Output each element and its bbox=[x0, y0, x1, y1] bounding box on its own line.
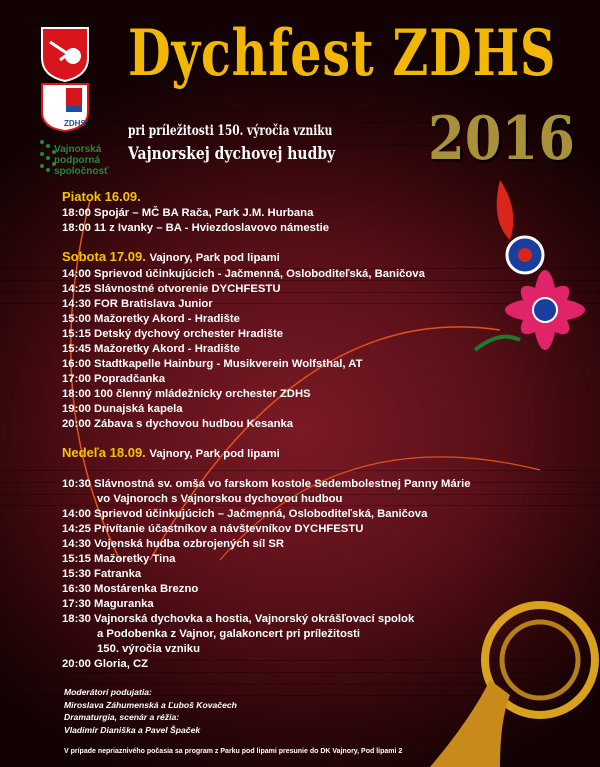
event-time: 16:30 bbox=[62, 583, 91, 595]
sponsor-text: spoločnosť bbox=[54, 166, 109, 177]
event-time: 18:00 bbox=[62, 207, 91, 219]
event-row bbox=[62, 282, 471, 297]
folk-flower-icon bbox=[470, 180, 590, 360]
event-time: 14:25 bbox=[62, 523, 91, 535]
event-text: Detský dychový orchester Hradište bbox=[94, 328, 284, 340]
event-row bbox=[62, 582, 471, 597]
event-text: Dunajská kapela bbox=[94, 403, 183, 415]
event-text: Fatranka bbox=[94, 568, 142, 580]
event-time: 15:15 bbox=[62, 553, 91, 565]
event-row bbox=[62, 477, 471, 492]
event-text: 100 členný mládežnícky orchester ZDHS bbox=[94, 388, 311, 400]
event-text-continued: 150. výročia vzniku bbox=[97, 643, 200, 655]
sponsor-text: Vajnorská bbox=[54, 144, 102, 155]
day-location: Vajnory, Park pod lipami bbox=[149, 252, 280, 264]
day-section bbox=[62, 444, 471, 672]
event-text: Sprievod účinkujúcich – Jačmenná, Osloboditeľská, Baničova bbox=[94, 508, 428, 520]
event-text: Sprievod účinkujúcich - Jačmenná, Osloboditeľská, Baničova bbox=[94, 268, 425, 280]
event-text: 11 z Ivanky – BA - Hviezdoslavovo námestie bbox=[94, 222, 330, 234]
day-date: Piatok 16.09. bbox=[62, 189, 141, 204]
event-row bbox=[62, 402, 471, 417]
event-time: 15:30 bbox=[62, 568, 91, 580]
event-text: Spojár – MČ BA Rača, Park J.M. Hurbana bbox=[94, 207, 314, 219]
zdhs-logo-icon bbox=[40, 82, 90, 132]
event-text: Vajnorská dychovka a hostia, Vajnorský okrášľovací spolok bbox=[94, 613, 415, 625]
event-time: 18:00 bbox=[62, 222, 91, 234]
event-row bbox=[62, 612, 471, 627]
event-time: 17:00 bbox=[62, 373, 91, 385]
event-row bbox=[62, 522, 471, 537]
event-time: 20:00 bbox=[62, 658, 91, 670]
event-text: Privítanie účastníkov a návštevníkov DYCHFESTU bbox=[94, 523, 364, 535]
event-time: 16:00 bbox=[62, 358, 91, 370]
event-row bbox=[62, 552, 471, 567]
day-header bbox=[62, 248, 471, 267]
event-row bbox=[62, 206, 471, 221]
sponsor-logo bbox=[38, 132, 118, 182]
event-text-continued: a Podobenka z Vajnor, galakoncert pri príležitosti bbox=[97, 628, 361, 640]
event-text: Vojenská hudba ozbrojených síl SR bbox=[94, 538, 285, 550]
festival-year: 2016 bbox=[428, 104, 575, 174]
event-text: Mažoretky Akord - Hradište bbox=[94, 343, 240, 355]
event-text: Slávnostné otvorenie DYCHFESTU bbox=[94, 283, 281, 295]
event-row bbox=[62, 372, 471, 387]
event-time: 14:00 bbox=[62, 268, 91, 280]
credits-line: Moderátori podujatia: bbox=[64, 687, 152, 697]
footer-note: V prípade nepriaznivého počasia sa program z Parku pod lipami presunie do DK Vajnory, Pod lipami 2 bbox=[64, 748, 403, 755]
event-time: 15:00 bbox=[62, 313, 91, 325]
event-text: Popradčanka bbox=[94, 373, 165, 385]
day-header bbox=[62, 444, 471, 463]
sponsor-text: podporná bbox=[54, 155, 101, 166]
event-text-continued: vo Vajnoroch s Vajnorskou dychovou hudbou bbox=[97, 493, 343, 505]
event-time: 20:00 bbox=[62, 418, 91, 430]
credits-line: Vladimír Dianiška a Pavel Špaček bbox=[64, 724, 201, 735]
event-row bbox=[62, 597, 471, 612]
event-time: 15:15 bbox=[62, 328, 91, 340]
event-time: 15:45 bbox=[62, 343, 91, 355]
event-text: Slávnostná sv. omša vo farskom kostole Sedembolestnej Panny Márie bbox=[94, 478, 471, 490]
event-time: 14:30 bbox=[62, 298, 91, 310]
logo-text: ZDHS bbox=[64, 119, 86, 128]
event-row bbox=[62, 312, 471, 327]
day-header bbox=[62, 188, 471, 206]
event-text: Mažoretky Tina bbox=[94, 553, 176, 565]
day-date: Sobota 17.09. bbox=[62, 249, 146, 264]
coat-of-arms-icon bbox=[40, 26, 90, 82]
credits-line: Miroslava Záhumenská a Ľuboš Kovačech bbox=[64, 699, 237, 710]
event-row bbox=[62, 267, 471, 282]
day-date: Nedeľa 18.09. bbox=[62, 445, 146, 460]
event-row bbox=[62, 342, 471, 357]
event-time: 17:30 bbox=[62, 598, 91, 610]
credits-line: Dramaturgia, scenár a réžia: bbox=[64, 712, 180, 722]
event-row bbox=[62, 507, 471, 522]
day-section bbox=[62, 188, 471, 236]
subtitle: pri príležitosti 150. výročia vzniku bbox=[128, 123, 333, 139]
event-time: 18:00 bbox=[62, 388, 91, 400]
event-row bbox=[62, 387, 471, 402]
event-time: 19:00 bbox=[62, 403, 91, 415]
day-location: Vajnory, Park pod lipami bbox=[149, 448, 280, 460]
event-time: 10:30 bbox=[62, 478, 91, 490]
event-row bbox=[62, 417, 471, 432]
event-text: Stadtkapelle Hainburg - Musikverein Wolfsthal, AT bbox=[94, 358, 363, 370]
event-row bbox=[62, 297, 471, 312]
event-time: 18:30 bbox=[62, 613, 91, 625]
subtitle: Vajnorskej dychovej hudby bbox=[128, 144, 336, 164]
day-section bbox=[62, 248, 471, 432]
festival-title: Dychfest ZDHS bbox=[128, 16, 557, 91]
event-row bbox=[62, 221, 471, 236]
program-schedule bbox=[62, 188, 471, 672]
event-time: 14:00 bbox=[62, 508, 91, 520]
event-text: Mostárenka Brezno bbox=[94, 583, 199, 595]
event-text: Gloria, CZ bbox=[94, 658, 149, 670]
event-text: Maguranka bbox=[94, 598, 154, 610]
event-time: 14:30 bbox=[62, 538, 91, 550]
event-text: Zábava s dychovou hudbou Kesanka bbox=[94, 418, 294, 430]
event-row bbox=[62, 537, 471, 552]
credits bbox=[64, 686, 237, 736]
event-time: 14:25 bbox=[62, 283, 91, 295]
event-row bbox=[62, 567, 471, 582]
event-text: FOR Bratislava Junior bbox=[94, 298, 213, 310]
event-row bbox=[62, 657, 471, 672]
event-row bbox=[62, 357, 471, 372]
event-row bbox=[62, 327, 471, 342]
event-text: Mažoretky Akord - Hradište bbox=[94, 313, 240, 325]
